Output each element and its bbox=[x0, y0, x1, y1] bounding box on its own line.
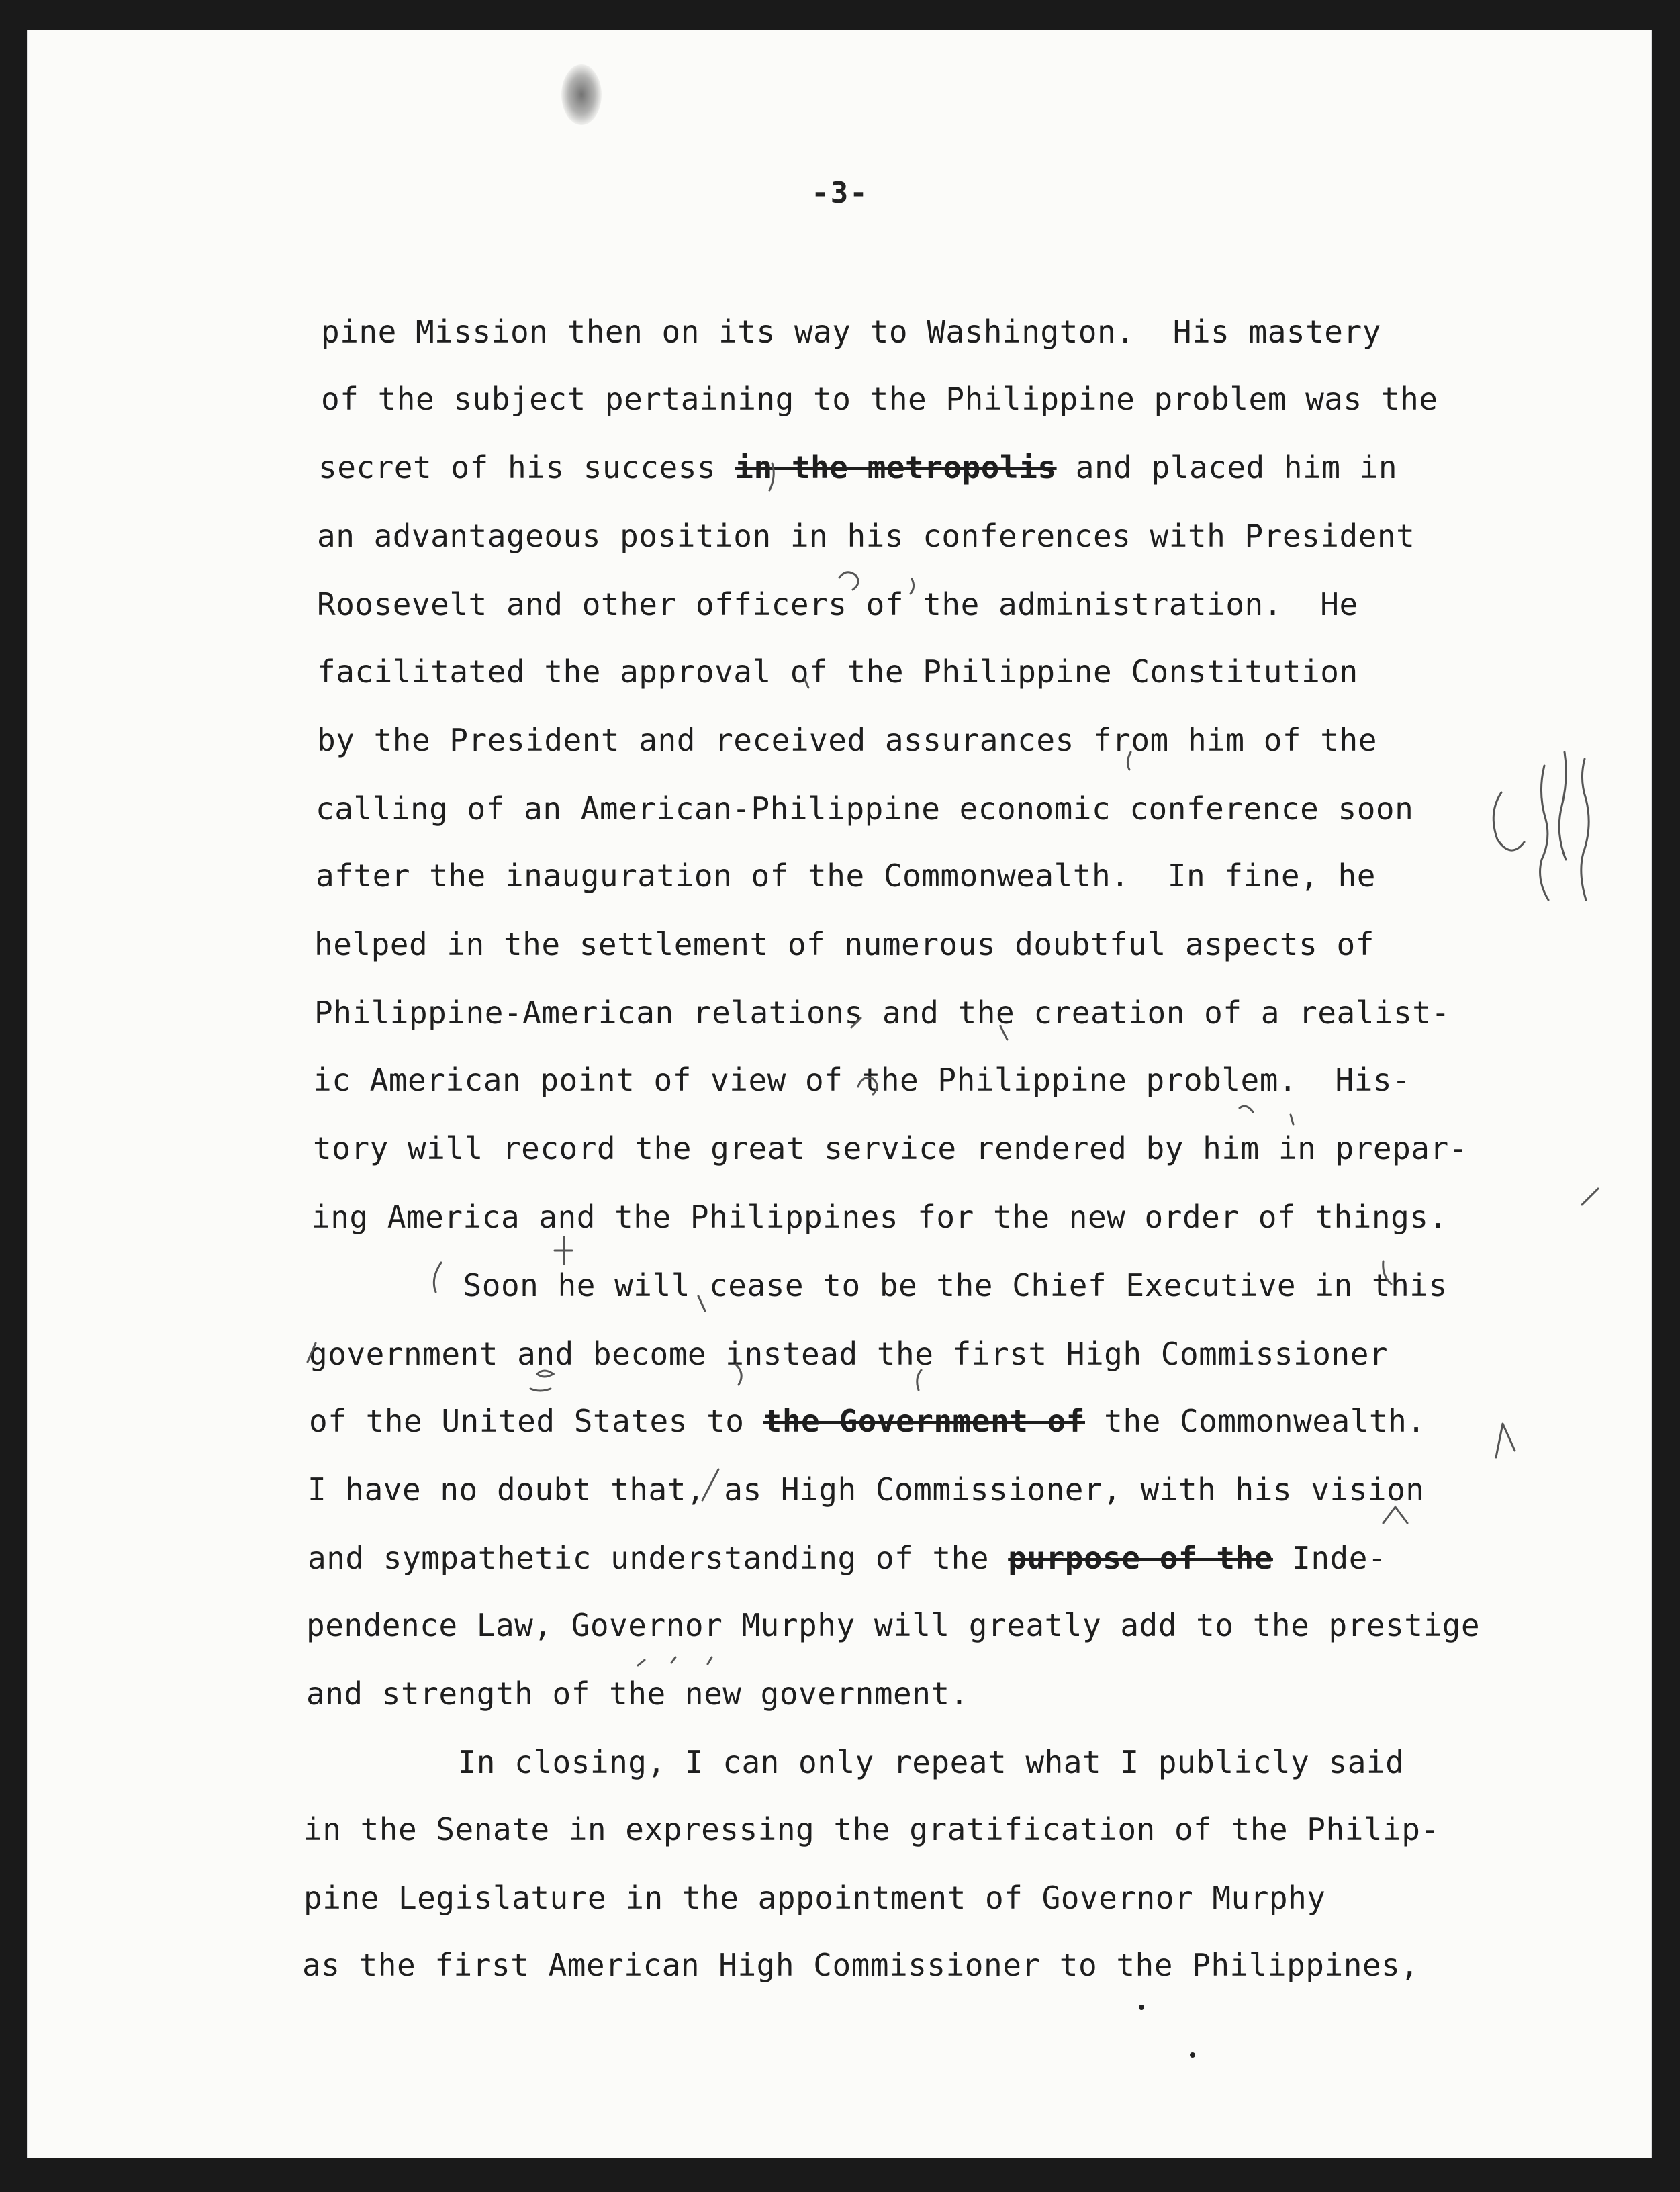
text-fragment: the Commonwealth. bbox=[1084, 1403, 1426, 1439]
page-number: -3- bbox=[811, 176, 869, 210]
ink-dot bbox=[1139, 2005, 1144, 2010]
text-line: ic American point of view of the Philippine problem. His- bbox=[313, 1062, 1411, 1098]
text-line bbox=[308, 1538, 1387, 1578]
text-line: an advantageous position in his conferences with President bbox=[317, 518, 1415, 554]
text-line: calling of an American-Philippine economic conference soon bbox=[316, 790, 1414, 827]
text-line: pendence Law, Governor Murphy will greatly add to the prestige bbox=[306, 1607, 1481, 1643]
text-fragment: Inde- bbox=[1272, 1540, 1387, 1576]
struck-text: in the metropolis bbox=[735, 449, 1057, 486]
struck-text: purpose of the bbox=[1008, 1540, 1273, 1576]
text-line: helped in the settlement of numerous doubtful aspects of bbox=[314, 926, 1374, 962]
text-line bbox=[309, 1401, 1426, 1441]
text-line: as the first American High Commissioner to the Philippines, bbox=[302, 1947, 1419, 1983]
text-line: of the subject pertaining to the Philippine problem was the bbox=[321, 381, 1438, 417]
text-line: in the Senate in expressing the gratification of the Philip- bbox=[304, 1811, 1440, 1847]
text-line: ing America and the Philippines for the new order of things. bbox=[312, 1199, 1448, 1235]
text-fragment: and sympathetic understanding of the bbox=[308, 1540, 1009, 1576]
text-line: and strength of the new government. bbox=[306, 1676, 969, 1712]
text-line: tory will record the great service rendered by him in prepar- bbox=[313, 1130, 1468, 1167]
text-line: pine Mission then on its way to Washington. His mastery bbox=[321, 314, 1381, 350]
text-line: facilitated the approval of the Philippine Constitution bbox=[317, 653, 1358, 690]
text-line: Roosevelt and other officers of the administration. He bbox=[317, 586, 1358, 623]
text-line: Soon he will cease to be the Chief Executive in this bbox=[312, 1267, 1448, 1304]
text-line: I have no doubt that, as High Commissioner, with his vision bbox=[308, 1471, 1425, 1508]
text-line: government and become instead the first High Commissioner bbox=[309, 1336, 1389, 1372]
text-line: Philippine-American relations and the creation of a realist- bbox=[314, 995, 1450, 1031]
text-line: pine Legislature in the appointment of Governor Murphy bbox=[304, 1880, 1326, 1916]
text-fragment: of the United States to bbox=[309, 1403, 763, 1439]
text-line bbox=[318, 447, 1397, 488]
text-fragment: secret of his success bbox=[318, 449, 735, 486]
text-line: In closing, I can only repeat what I publicly said bbox=[306, 1744, 1405, 1780]
text-line: after the inauguration of the Commonwealth. In fine, he bbox=[316, 858, 1376, 894]
text-fragment: and placed him in bbox=[1056, 449, 1398, 486]
text-line: by the President and received assurances from him of the bbox=[317, 722, 1377, 758]
ink-dot bbox=[1190, 2052, 1195, 2058]
struck-text: the Government of bbox=[763, 1403, 1085, 1439]
ink-smudge bbox=[561, 64, 602, 125]
